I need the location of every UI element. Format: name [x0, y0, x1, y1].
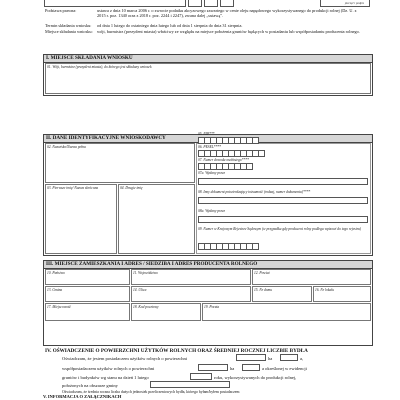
field-15-house[interactable]: 15. Nr domu: [252, 286, 312, 302]
field-09-krs-boxes[interactable]: [198, 243, 258, 250]
s4-line5-text: Oświadczam, że średnia roczna liczba dużych jednostek przeliczeniowych bydła, którego byłam/byłem posiadaczem: [62, 390, 240, 394]
field-08a-label: 08a. Wydany przez: [198, 209, 225, 213]
top-field-left[interactable]: [44, 0, 186, 7]
field-08-label: 08. Inny dokument potwierdzający tożsamość (rodzaj, numer dokumentu)****: [198, 190, 311, 194]
field-07a-label: 07a. Wydany przez: [198, 171, 225, 175]
top-mini-box-2[interactable]: [204, 0, 218, 7]
top-right-note: pieczęć i podpis: [344, 1, 364, 5]
legal-label: Miejsce składania wniosku:: [45, 29, 93, 34]
s4-commune-input[interactable]: [150, 381, 230, 388]
field-10-country[interactable]: 10. Państwo: [45, 269, 130, 285]
s4-ha-label-1: ha: [268, 356, 273, 361]
field-14-street[interactable]: 14. Ulica: [131, 286, 251, 302]
legal-text: od dnia 1 lutego do ostatniego dnia lutego lub od dnia 1 sierpnia do dnia 31 sierpnia.: [97, 23, 243, 28]
top-mini-box-1[interactable]: [188, 0, 202, 7]
section-2-title: II. DANE IDENTYFIKACYJNE WNIOSKODAWCY: [44, 135, 372, 143]
s4-line1-text: Oświadczam, że jestem posiadaczem użytków rolnych o powierzchni: [62, 356, 187, 361]
s4-line4-text: położonych na obszarze gminy: [62, 383, 118, 388]
s4-line2-text: współposiadaczem użytków rolnych o powierzchni: [62, 366, 155, 371]
legal-text: ustawa z dnia 10 marca 2006 r. o zwrocie podatku akcyzowego zawartego w cenie oleju napędowego wykorzystywanego do produkcji rolnej (Dz. U. z 2015 r. poz. 1340 oraz z 2018 r. poz. 2244 i 2247), zwana dalej „ustawą”.: [97, 8, 357, 19]
top-mini-box-3[interactable]: [220, 0, 234, 7]
field-08a-input[interactable]: [198, 216, 368, 223]
field-06-pesel-boxes[interactable]: [198, 150, 264, 157]
section-4-title: IV. OŚWIADCZENIE O POWIERZCHNI UŻYTKÓW ROLNYCH ORAZ ŚREDNIEJ ROCZNEJ LICZBIE BYDŁA: [45, 348, 308, 354]
legal-row-place: [45, 29, 365, 41]
field-18-postal[interactable]: 18. Kod pocztowy: [131, 303, 201, 321]
field-06-label: 06. PESEL****: [198, 145, 221, 149]
field-03-first-name[interactable]: 03. Pierwsze imię/ Nazwa skrócona: [45, 184, 117, 254]
field-17-city[interactable]: 17. Miejscowość: [45, 303, 130, 321]
s4-ha-input-2[interactable]: [198, 364, 228, 371]
field-12-county[interactable]: 12. Powiat: [252, 269, 371, 285]
top-fragment: [8, 0, 392, 6]
section-3: [43, 260, 373, 346]
field-11-voivodeship[interactable]: 11. Województwo: [131, 269, 251, 285]
s4-line3-tail: roku, wykorzystywanych do produkcji rolnej,: [214, 375, 297, 380]
section-3-title: III. MIEJSCE ZAMIESZKANIA I ADRES / SIEDZIBA I ADRES PRODUCENTA ROLNEGO: [44, 261, 372, 269]
s4-a-input-2[interactable]: [242, 364, 260, 371]
section-5-title: V. INFORMACJA O ZAŁĄCZNIKACH: [43, 394, 122, 399]
s4-a-input-1[interactable]: [280, 354, 298, 361]
field-13-commune[interactable]: 13. Gmina: [45, 286, 130, 302]
field-05-label: 05. NIP***: [198, 132, 215, 136]
field-01-authority[interactable]: 01. Wójt, burmistrz (prezydent miasta), do którego jest składany wniosek: [45, 63, 371, 94]
field-09-label: 09. Numer w Krajowym Rejestrze Sądowym (w przypadku gdy producent rolny podlega wpisowi do tego rejestru): [198, 227, 362, 231]
field-07-id-boxes[interactable]: [198, 163, 252, 170]
s4-ha-input-1[interactable]: [236, 354, 266, 361]
s4-ha-label-2: ha: [230, 366, 235, 371]
field-05-nip-boxes[interactable]: [198, 137, 258, 144]
s4-year-input[interactable]: [190, 373, 212, 380]
legal-row-basis: [45, 8, 365, 23]
legal-text: wójt, burmistrz (prezydent miasta) właściwy ze względu na miejsce położenia gruntów będących w posiadaniu lub współposiadaniu producenta rolnego.: [97, 29, 360, 34]
field-19-post[interactable]: 19. Poczta: [202, 303, 371, 321]
field-16-flat[interactable]: 16. Nr lokalu: [313, 286, 371, 302]
legal-info: [45, 8, 365, 41]
field-04-second-name[interactable]: 04. Drugie imię: [118, 184, 195, 254]
field-07-label: 07. Numer dowodu osobistego****: [198, 158, 249, 162]
s4-a-label-1: a,: [300, 356, 304, 361]
section-1-title: I. MIEJSCE SKŁADANIA WNIOSKU: [44, 55, 372, 63]
s4-line2-tail: a określonej w ewidencji: [262, 366, 307, 371]
legal-label: Podstawa prawna:: [45, 8, 77, 13]
field-08-input[interactable]: [198, 197, 368, 204]
s4-line3-text: gruntów i budynków wg stanu na dzień 1 lutego: [62, 375, 149, 380]
legal-label: Termin składania wniosku:: [45, 23, 92, 28]
field-02-name[interactable]: 02. Nazwisko/Nazwa pełna: [45, 143, 195, 183]
field-07a-input[interactable]: [198, 178, 368, 185]
section-1: [43, 54, 373, 96]
